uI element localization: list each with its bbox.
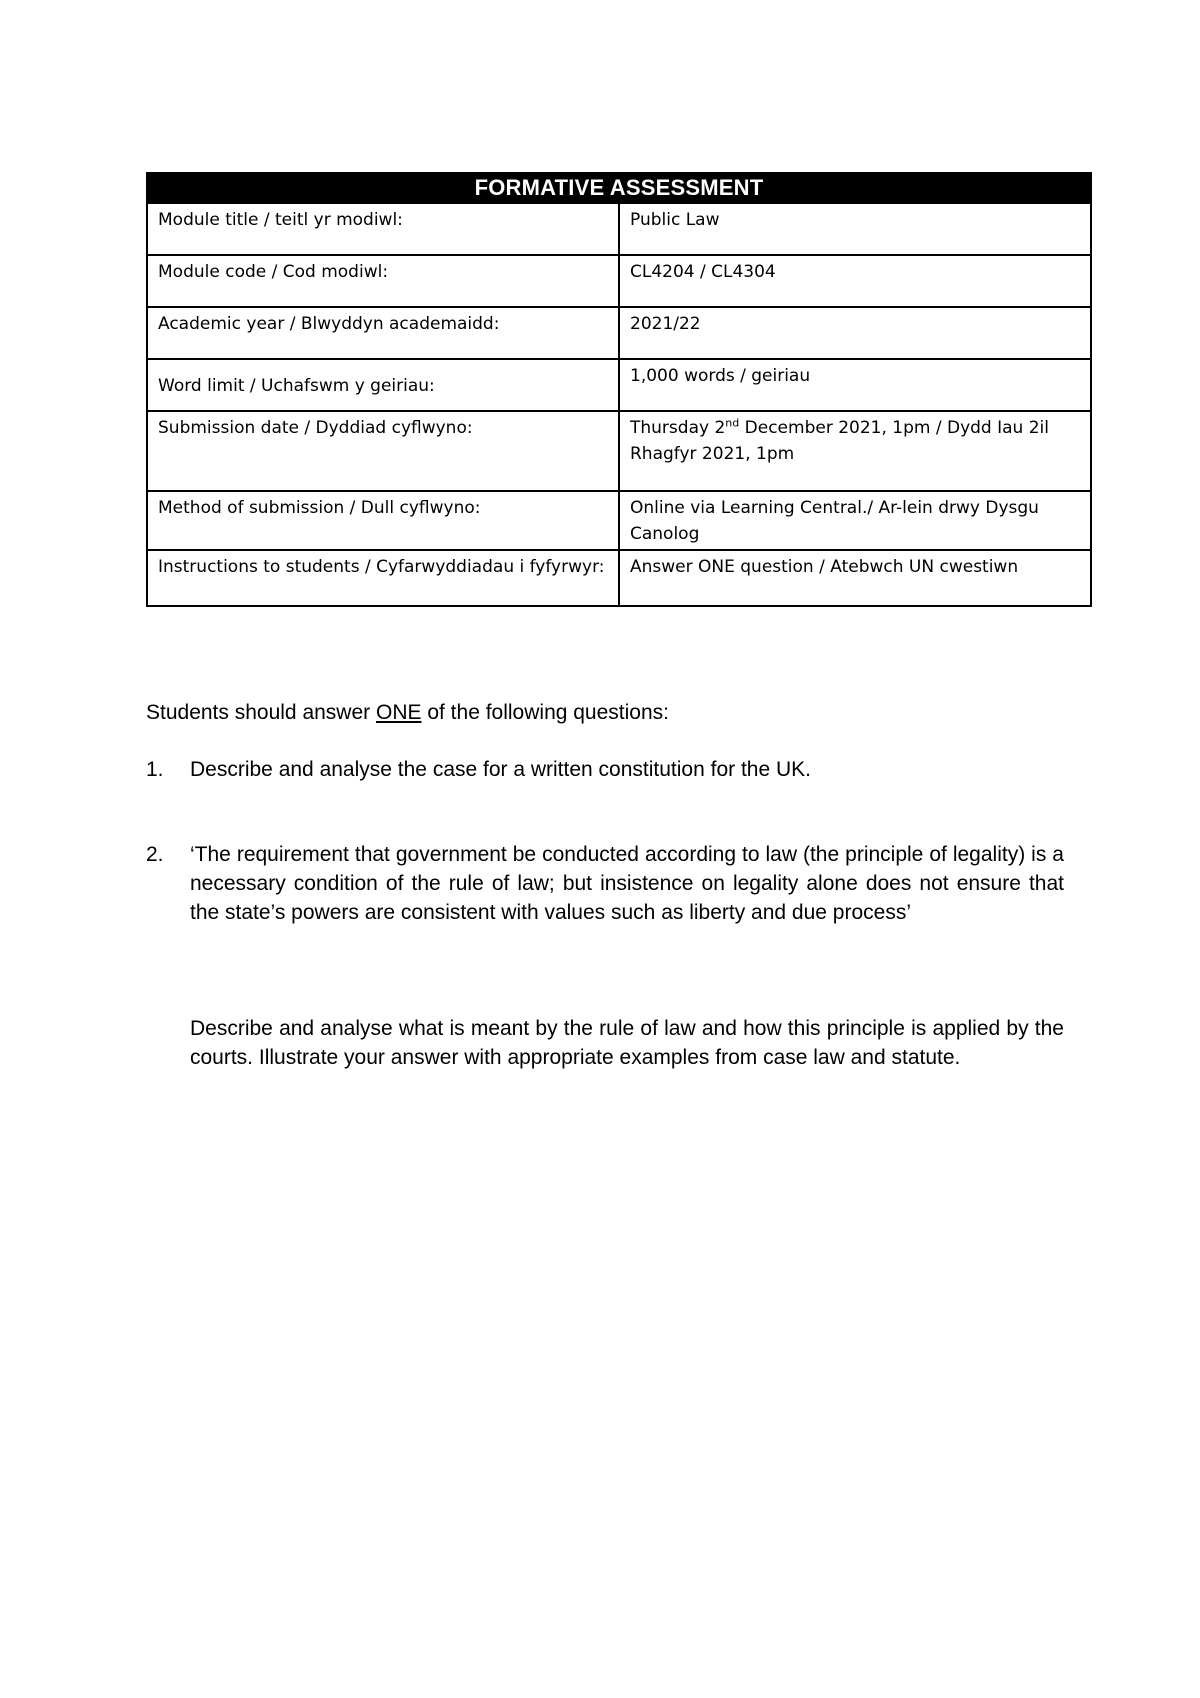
table-row — [147, 255, 1091, 307]
question-number: 2. — [146, 843, 164, 866]
table-row — [147, 550, 1091, 606]
question-text: Describe and analyse the case for a written constitution for the UK. — [190, 758, 811, 781]
submission-method-value: Online via Learning Central./ Ar-lein drwy Dysgu Canolog — [619, 491, 1091, 550]
table-header: FORMATIVE ASSESSMENT — [147, 173, 1091, 203]
word-limit-value: 1,000 words / geiriau — [619, 359, 1091, 411]
question-quote: ‘The requirement that government be conducted according to law (the principle of legality) is a necessary condition of the rule of law; but insistence on legality alone does not ensure that the state’s powers are consistent with values such as liberty and due process’ — [190, 843, 1064, 924]
table-row — [147, 359, 1091, 411]
table-row — [147, 411, 1091, 491]
instructions-value: Answer ONE question / Atebwch UN cwestiwn — [619, 550, 1091, 606]
module-title-value: Public Law — [619, 203, 1091, 255]
word-limit-label: Word limit / Uchafswm y geiriau: — [147, 359, 619, 411]
question-number: 1. — [146, 758, 164, 781]
submission-method-label: Method of submission / Dull cyflwyno: — [147, 491, 619, 550]
table-row — [147, 203, 1091, 255]
table-header-row — [147, 173, 1091, 203]
intro-text: Students should answer ONE of the following questions: — [146, 701, 669, 724]
table-row — [147, 491, 1091, 550]
submission-date-value: Thursday 2nd December 2021, 1pm / Dydd Iau 2il Rhagfyr 2021, 1pm — [619, 411, 1091, 491]
module-code-value: CL4204 / CL4304 — [619, 255, 1091, 307]
table-row — [147, 307, 1091, 359]
question-text: Describe and analyse what is meant by the rule of law and how this principle is applied by the courts. Illustrate your answer with appropriate examples from case law and statute. — [190, 1017, 1064, 1069]
instructions-label: Instructions to students / Cyfarwyddiadau i fyfyrwyr: — [147, 550, 619, 606]
assessment-info-table — [146, 172, 1092, 607]
module-code-label: Module code / Cod modiwl: — [147, 255, 619, 307]
intro-emphasis: ONE — [375, 701, 422, 724]
academic-year-label: Academic year / Blwyddyn academaidd: — [147, 307, 619, 359]
submission-date-label: Submission date / Dyddiad cyflwyno: — [147, 411, 619, 491]
module-title-label: Module title / teitl yr modiwl: — [147, 203, 619, 255]
academic-year-value: 2021/22 — [619, 307, 1091, 359]
